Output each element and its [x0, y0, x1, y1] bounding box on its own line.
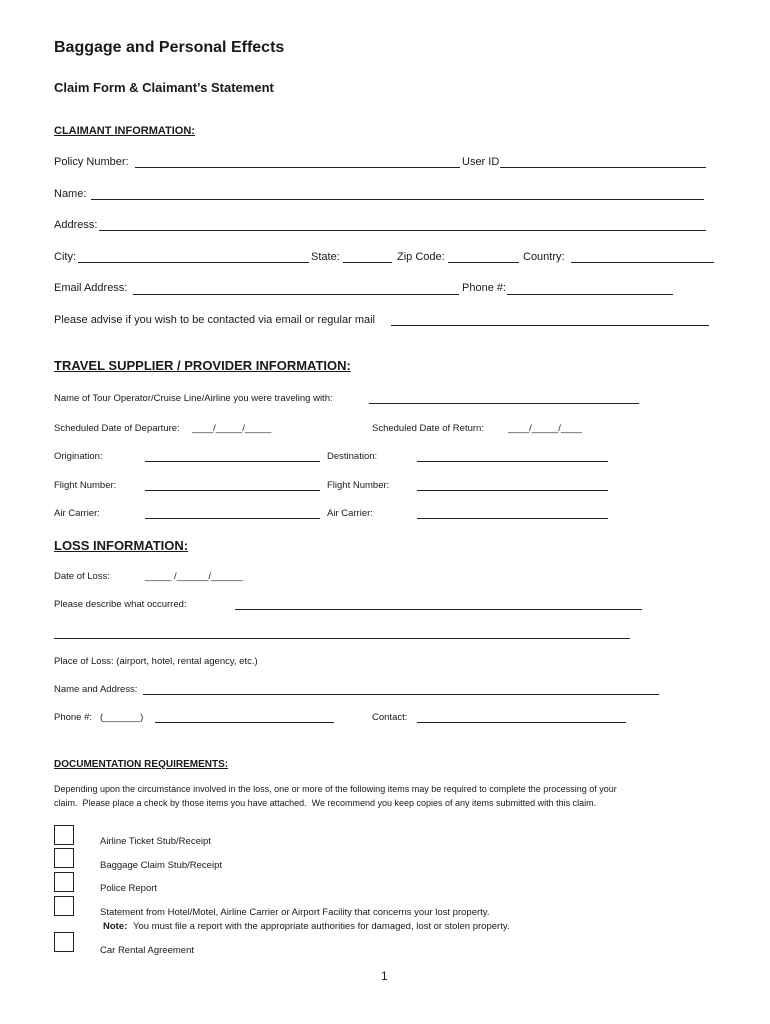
loss-phone-area-code[interactable]: (_______): [100, 712, 144, 723]
loss-phone-field[interactable]: [155, 722, 334, 723]
describe-field[interactable]: [235, 609, 642, 610]
loss-contact-label: Contact:: [372, 712, 408, 723]
name-field[interactable]: [91, 199, 704, 200]
note-label: Note:: [103, 921, 128, 932]
zip-label: Zip Code:: [397, 251, 445, 263]
departure-label: Scheduled Date of Departure:: [54, 423, 180, 434]
destination-label: Destination:: [327, 451, 378, 462]
user-id-label: User ID: [462, 156, 500, 168]
address-label: Address:: [54, 219, 98, 231]
flight-number-label: Flight Number:: [54, 480, 117, 491]
policy-number-label: Policy Number:: [54, 156, 129, 168]
departure-date-field[interactable]: ____/_____/_____: [192, 423, 272, 434]
name-label: Name:: [54, 188, 87, 200]
origination-label: Origination:: [54, 451, 103, 462]
address-field[interactable]: [99, 230, 706, 231]
item-police-report: Police Report: [100, 883, 158, 894]
place-of-loss-label: Place of Loss: (airport, hotel, rental agency, etc.): [54, 656, 258, 667]
form-subtitle: Claim Form & Claimant’s Statement: [54, 80, 274, 95]
operator-label: Name of Tour Operator/Cruise Line/Airline you were traveling with:: [54, 393, 333, 404]
checkbox-police-report[interactable]: [54, 872, 74, 892]
email-field[interactable]: [133, 294, 459, 295]
name-address-field[interactable]: [143, 694, 659, 695]
flight-number-field[interactable]: [145, 490, 320, 491]
phone-label: Phone #:: [462, 282, 507, 294]
checkbox-baggage-claim-stub[interactable]: [54, 848, 74, 868]
loss-date-field[interactable]: _____ /______/______: [145, 571, 243, 582]
page-number: 1: [381, 969, 388, 983]
item-statement: Statement from Hotel/Motel, Airline Carrier or Airport Facility that concerns your lost property.: [100, 907, 490, 918]
claimant-heading: CLAIMANT INFORMATION:: [54, 125, 195, 137]
contact-pref-field[interactable]: [391, 325, 709, 326]
flight-number-2-field[interactable]: [417, 490, 608, 491]
state-label: State:: [311, 251, 340, 263]
checkbox-statement[interactable]: [54, 896, 74, 916]
country-field[interactable]: [571, 262, 714, 263]
zip-field[interactable]: [448, 262, 519, 263]
country-label: Country:: [523, 251, 565, 263]
travel-heading: TRAVEL SUPPLIER / PROVIDER INFORMATION:: [54, 358, 351, 373]
flight-number-2-label: Flight Number:: [327, 480, 390, 491]
loss-date-label: Date of Loss:: [54, 571, 110, 582]
user-id-field[interactable]: [500, 167, 706, 168]
describe-field-2[interactable]: [54, 638, 630, 639]
loss-phone-label: Phone #:: [54, 712, 93, 723]
checkbox-ticket-stub[interactable]: [54, 825, 74, 845]
describe-label: Please describe what occurred:: [54, 599, 187, 610]
note-text: You must file a report with the appropriate authorities for damaged, lost or stolen property.: [133, 921, 510, 932]
city-field[interactable]: [78, 262, 309, 263]
name-address-label: Name and Address:: [54, 684, 138, 695]
docs-heading: DOCUMENTATION REQUIREMENTS:: [54, 759, 229, 770]
item-car-rental: Car Rental Agreement: [100, 945, 194, 956]
air-carrier-2-field[interactable]: [417, 518, 608, 519]
loss-contact-field[interactable]: [417, 722, 626, 723]
state-field[interactable]: [343, 262, 392, 263]
item-ticket-stub: Airline Ticket Stub/Receipt: [100, 836, 211, 847]
docs-intro-line-2: claim. Please place a check by those items you have attached. We recommend you keep copies of any items submitted with this claim.: [54, 798, 597, 808]
city-label: City:: [54, 251, 76, 263]
email-label: Email Address:: [54, 282, 128, 294]
checkbox-car-rental[interactable]: [54, 932, 74, 952]
loss-heading: LOSS INFORMATION:: [54, 538, 189, 553]
docs-intro-line-1: Depending upon the circumstance involved in the loss, one or more of the following items may be required to complete the processing of your: [54, 784, 617, 794]
form-title: Baggage and Personal Effects: [54, 39, 285, 56]
contact-pref-label: Please advise if you wish to be contacted via email or regular mail: [54, 314, 375, 326]
air-carrier-2-label: Air Carrier:: [327, 508, 373, 519]
operator-field[interactable]: [369, 403, 639, 404]
return-date-field[interactable]: ____/_____/____: [508, 423, 582, 434]
origination-field[interactable]: [145, 461, 320, 462]
policy-number-field[interactable]: [135, 167, 460, 168]
phone-field[interactable]: [507, 294, 673, 295]
air-carrier-field[interactable]: [145, 518, 320, 519]
return-label: Scheduled Date of Return:: [372, 423, 484, 434]
air-carrier-label: Air Carrier:: [54, 508, 100, 519]
destination-field[interactable]: [417, 461, 608, 462]
item-baggage-claim-stub: Baggage Claim Stub/Receipt: [100, 860, 222, 871]
